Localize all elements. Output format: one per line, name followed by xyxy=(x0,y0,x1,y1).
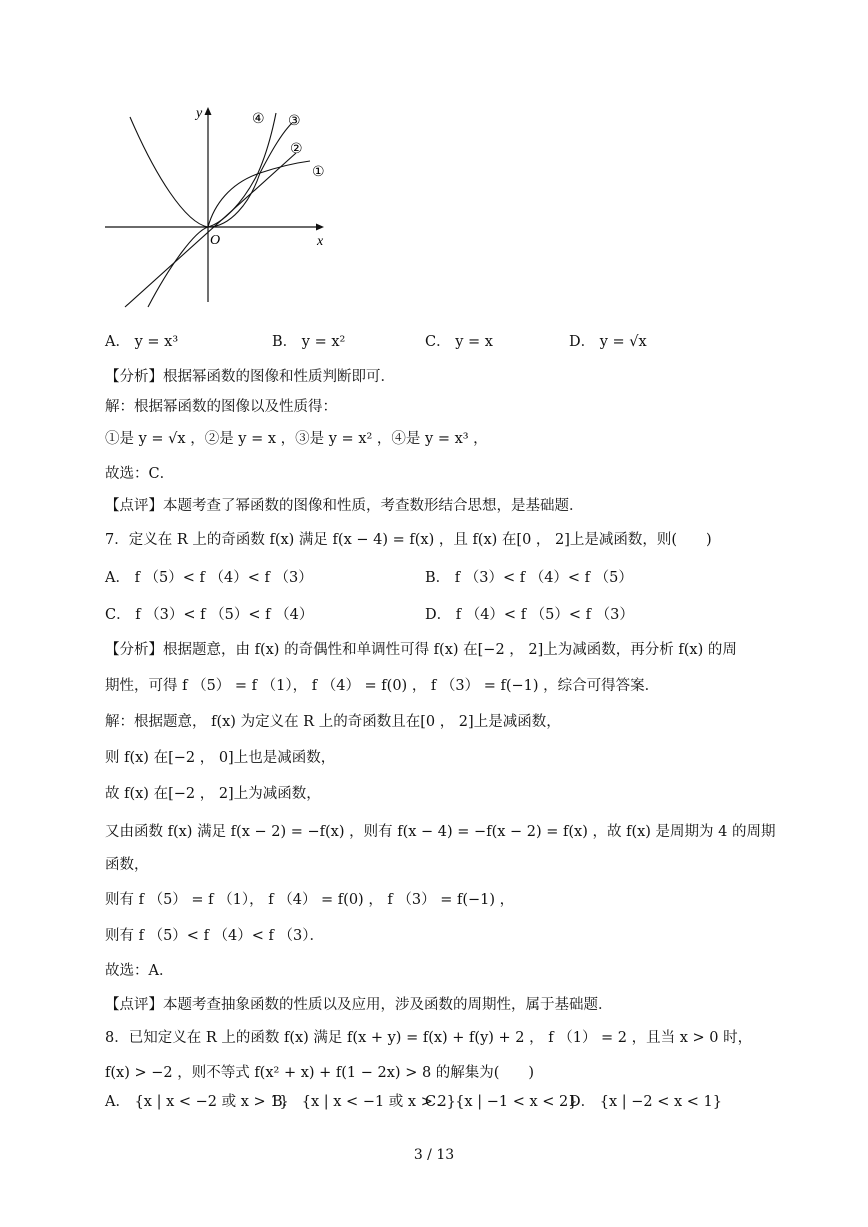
q7-comment: 【点评】本题考查抽象函数的性质以及应用，涉及函数的周期性，属于基础题． xyxy=(105,997,613,1013)
q7-stem: 7．定义在 R 上的奇函数 f(x) 满足 f(x − 4) = f(x) ，且 f(x) 在[0 ， 2]上是减函数，则( ) xyxy=(105,532,712,548)
q7-solution-line6: 则有 f （5） = f （1）， f （4） = f(0) ， f （3） = f(−1) ， xyxy=(105,892,515,908)
q6-comment: 【点评】本题考查了幂函数的图像和性质，考查数形结合思想，是基础题． xyxy=(105,498,584,514)
q8-option-b: B． {x | x < −1 或 x > 2} xyxy=(272,1094,456,1110)
curve-label-1: ① xyxy=(312,164,325,180)
q7-option-c: C． f （3）< f （5）< f （4） xyxy=(105,607,314,623)
q7-option-b: B． f （3）< f （4）< f （5） xyxy=(425,570,633,586)
page-number: 3 / 13 xyxy=(413,1147,455,1163)
q6-option-b: B． y = x² xyxy=(272,334,346,350)
q7-solution-line5: 函数， xyxy=(105,857,149,873)
curve-3-square xyxy=(130,117,292,227)
origin-label: O xyxy=(210,233,221,248)
q6-analysis: 【分析】根据幂函数的图像和性质判断即可． xyxy=(105,369,395,385)
q8-option-c: C． {x | −1 < x < 2} xyxy=(425,1094,578,1110)
curve-2-linear xyxy=(125,153,296,307)
q6-solution-mapping: ①是 y = √x ，②是 y = x ，③是 y = x² ，④是 y = x³ ， xyxy=(105,431,488,447)
q6-solution-intro: 解：根据幂函数的图像以及性质得： xyxy=(105,399,337,415)
q7-option-d: D． f （4）< f （5）< f （3） xyxy=(425,607,634,623)
q8-option-a: A． {x | x < −2 或 x > 1} xyxy=(105,1094,289,1110)
q7-option-a: A． f （5）< f （4）< f （3） xyxy=(105,570,313,586)
q7-solution-line1: 解：根据题意， f(x) 为定义在 R 上的奇函数且在[0 ， 2]上是减函数， xyxy=(105,714,561,730)
x-axis-arrow xyxy=(316,224,324,231)
curve-label-4: ④ xyxy=(252,111,265,127)
q7-solution-line2: 则 f(x) 在[−2 ， 0]上也是减函数， xyxy=(105,750,336,766)
q7-analysis-line1: 【分析】根据题意，由 f(x) 的奇偶性和单调性可得 f(x) 在[−2 ， 2]上为减函数，再分析 f(x) 的周 xyxy=(105,642,737,658)
q6-option-a: A． y = x³ xyxy=(105,334,179,350)
curve-label-3: ③ xyxy=(288,113,301,129)
q7-answer: 故选：A． xyxy=(105,963,174,979)
axis-y-label: y xyxy=(196,106,203,121)
q7-solution-line4: 又由函数 f(x) 满足 f(x − 2) = −f(x) ，则有 f(x − 4) = −f(x − 2) = f(x) ，故 f(x) 是周期为 4 的周期 xyxy=(105,824,776,840)
axis-x-label: x xyxy=(317,234,324,249)
q6-option-d: D． y = √x xyxy=(569,334,647,350)
q7-solution-line3: 故 f(x) 在[−2 ， 2]上为减函数， xyxy=(105,786,321,802)
q7-solution-line7: 则有 f （5）< f （4）< f （3）． xyxy=(105,928,324,944)
power-function-graph xyxy=(100,95,345,315)
q6-option-c: C． y = x xyxy=(425,334,493,350)
curve-label-2: ② xyxy=(290,141,303,157)
curve-4-cubic xyxy=(148,113,276,307)
q8-stem-line2: f(x) > −2 ，则不等式 f(x² + x) + f(1 − 2x) > 8 的解集为( ) xyxy=(105,1065,535,1081)
q6-answer: 故选：C． xyxy=(105,466,175,482)
q8-option-d: D． {x | −2 < x < 1} xyxy=(569,1094,722,1110)
y-axis-arrow xyxy=(205,107,212,115)
q8-stem-line1: 8．已知定义在 R 上的函数 f(x) 满足 f(x + y) = f(x) + f(y) + 2 ， f （1） = 2 ，且当 x > 0 时， xyxy=(105,1030,753,1046)
q7-analysis-line2: 期性，可得 f （5） = f （1）， f （4） = f(0) ， f （3） = f(−1) ，综合可得答案． xyxy=(105,678,660,694)
